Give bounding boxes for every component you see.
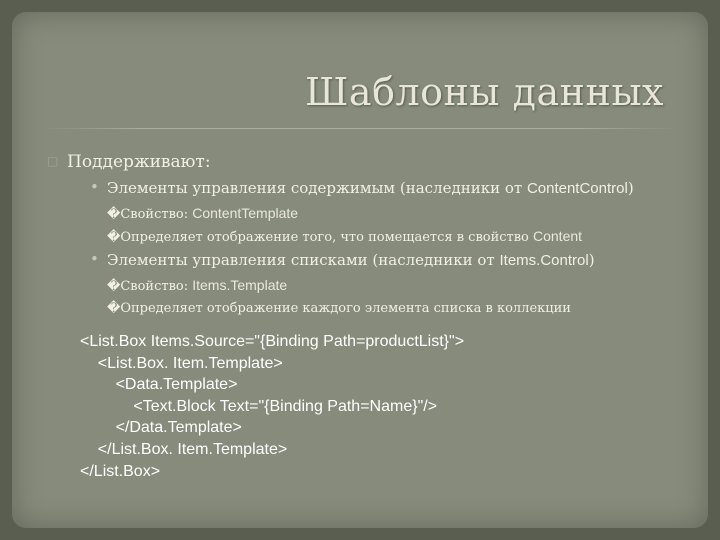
list-item-content-controls xyxy=(90,178,634,197)
code-line: <List.Box Items.Source="{Binding Path=productList}"> xyxy=(80,333,465,350)
placeholder-bullet-icon: � xyxy=(107,301,121,316)
sub-item-sep: : xyxy=(183,279,193,294)
sub-item-code: ContentTemplate xyxy=(192,205,299,221)
item-text-prefix: Элементы управления списками (наследники от xyxy=(107,251,500,269)
sub-item-label: Определяет отображение того, что помещается в свойство xyxy=(120,230,533,245)
code-sample xyxy=(80,331,464,482)
code-line: <Text.Block Text="{Binding Path=Name}"/> xyxy=(80,397,438,415)
sub-item-label: Свойство xyxy=(120,279,184,294)
dot-bullet-icon: • xyxy=(90,250,99,268)
sub-item xyxy=(107,228,582,245)
list-item-items-controls xyxy=(90,250,595,269)
sub-item-sep: : xyxy=(183,207,193,222)
code-line: </List.Box> xyxy=(80,462,161,480)
code-line: <List.Box. Item.Template> xyxy=(80,354,283,372)
intro-bullet-item xyxy=(47,152,211,172)
code-line: </List.Box. Item.Template> xyxy=(80,440,288,458)
sub-item xyxy=(107,301,571,316)
square-bullet-icon: □ xyxy=(47,154,59,168)
item-text-suffix: ) xyxy=(588,251,595,269)
sub-item xyxy=(107,277,287,294)
code-line: <Data.Template> xyxy=(80,376,238,394)
placeholder-bullet-icon: � xyxy=(107,279,121,294)
sub-item-label: Определяет отображение каждого элемента списка в коллекции xyxy=(120,301,571,316)
title-divider xyxy=(44,128,676,129)
sub-item xyxy=(107,205,298,222)
placeholder-bullet-icon: � xyxy=(107,230,121,245)
item-text-suffix: ) xyxy=(627,179,634,197)
sub-item-code: Content xyxy=(533,228,583,244)
item-text-code: Items.Control xyxy=(499,252,589,269)
sub-item-code: Items.Template xyxy=(192,277,288,293)
placeholder-bullet-icon: � xyxy=(107,207,121,222)
slide-title: Шаблоны данных xyxy=(305,70,664,114)
item-text-code: ContentControl xyxy=(526,180,628,197)
dot-bullet-icon: • xyxy=(90,178,99,196)
code-line: </Data.Template> xyxy=(80,419,242,437)
intro-text: Поддерживают: xyxy=(67,152,211,172)
sub-item-label: Свойство xyxy=(120,207,184,222)
item-text-prefix: Элементы управления содержимым (наследники от xyxy=(107,179,527,197)
